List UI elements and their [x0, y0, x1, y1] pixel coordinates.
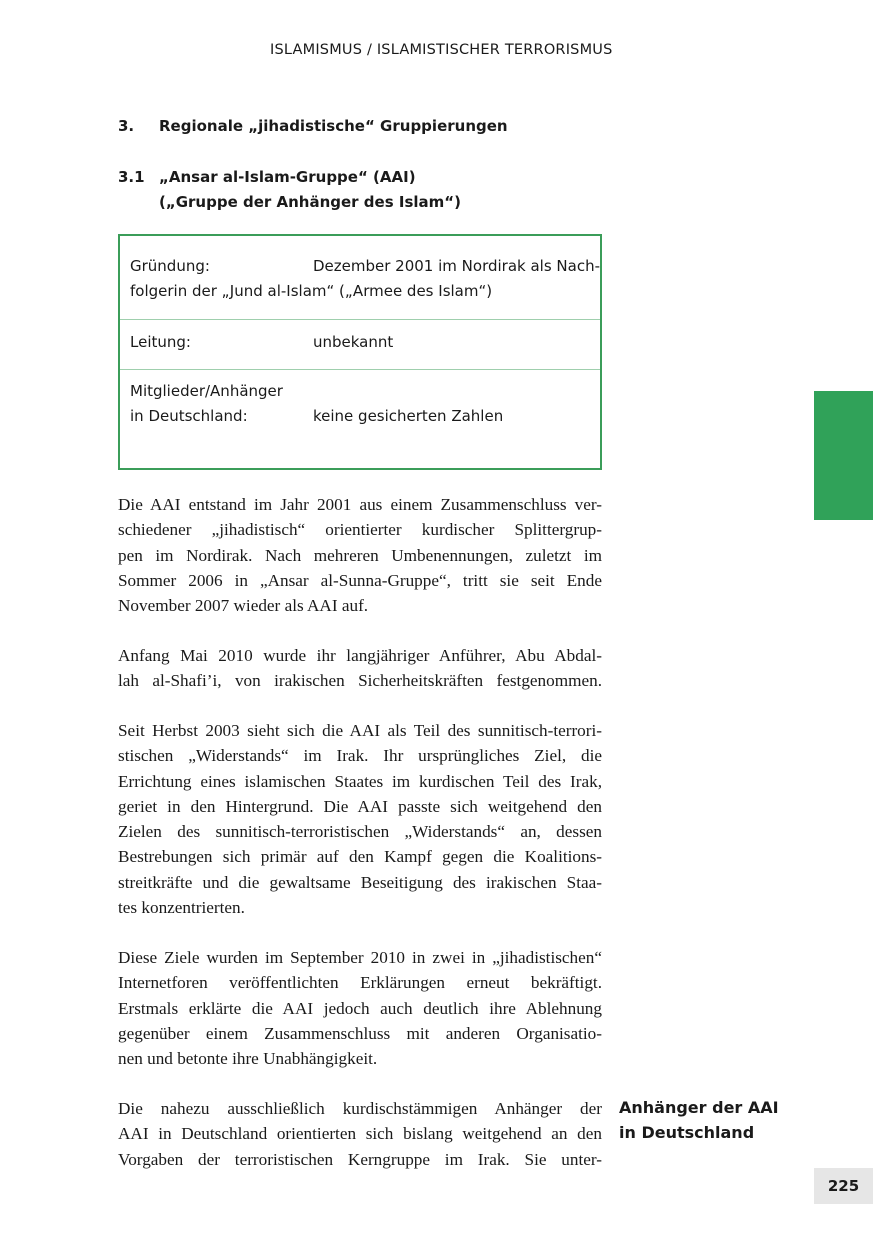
paragraph-line: AAI in Deutschland orientierten sich bislang weitgehend an den — [118, 1124, 602, 1144]
section-heading — [118, 114, 598, 139]
subsection-number: 3.1 — [118, 168, 145, 186]
paragraph-line: Die AAI entstand im Jahr 2001 aus einem Zusammenschluss ver- — [118, 495, 602, 514]
paragraph-line: Sommer 2006 in „Ansar al-Sunna-Gruppe“, tritt sie seit Ende — [118, 570, 602, 590]
paragraph-line: schiedener „jihadistisch“ orientierter kurdischer Splittergrup- — [118, 520, 602, 540]
paragraph-line: geriet in den Hintergrund. Die AAI passte sich weitgehend den — [118, 796, 602, 816]
info-row-leadership — [120, 320, 600, 370]
paragraph-line: gegenüber einem Zusammenschluss mit anderen Organisatio- — [118, 1023, 602, 1043]
paragraph-2 — [118, 643, 602, 694]
paragraph-line: Internetforen veröffentlichten Erklärungen erneut bekräftigt. — [118, 973, 602, 993]
info-row-founding — [120, 236, 600, 320]
margin-note-line2: in Deutschland — [619, 1123, 755, 1142]
chapter-tab-marker — [814, 391, 873, 520]
paragraph-1 — [118, 492, 602, 618]
members-value: keine gesicherten Zahlen — [313, 407, 504, 425]
paragraph-line: Zielen des sunnitisch-terroristischen „Widerstands“ an, dessen — [118, 822, 602, 842]
founding-label: Gründung: — [130, 257, 210, 275]
paragraph-line: lah al-Shafi’i, von irakischen Sicherheitskräften festgenommen. — [118, 671, 602, 691]
paragraph-5 — [118, 1096, 602, 1172]
paragraph-line: streitkräfte und die gewaltsame Beseitigung des irakischen Staa- — [118, 872, 602, 892]
paragraph-line: Seit Herbst 2003 sieht sich die AAI als Teil des sunnitisch-terrori- — [118, 721, 602, 740]
paragraph-line: pen im Nordirak. Nach mehreren Umbenennungen, zuletzt im — [118, 545, 602, 565]
paragraph-line: Errichtung eines islamischen Staates im kurdischen Teil des Irak, — [118, 771, 602, 791]
subsection-title-line1: „Ansar al-Islam-Gruppe“ (AAI) — [159, 168, 416, 186]
paragraph-line: November 2007 wieder als AAI auf. — [118, 596, 369, 616]
paragraph-line: Bestrebungen sich primär auf den Kampf gegen die Koalitions- — [118, 847, 602, 867]
paragraph-line: Diese Ziele wurden im September 2010 in zwei in „jihadistischen“ — [118, 948, 602, 967]
running-head: ISLAMISMUS / ISLAMISTISCHER TERRORISMUS — [270, 42, 613, 58]
page-number: 225 — [814, 1168, 873, 1204]
members-label-line1: Mitglieder/Anhänger — [130, 382, 283, 400]
paragraph-line: stischen „Widerstands“ im Irak. Ihr ursprüngliches Ziel, die — [118, 746, 602, 766]
info-box — [118, 234, 602, 470]
paragraph-line: Vorgaben der terroristischen Kerngruppe im Irak. Sie unter- — [118, 1149, 602, 1169]
paragraph-3 — [118, 718, 602, 920]
section-title: Regionale „jihadistische“ Gruppierungen — [159, 117, 508, 135]
subsection-heading — [118, 165, 598, 215]
paragraph-line: nen und betonte ihre Unabhängigkeit. — [118, 1049, 378, 1069]
margin-note-line1: Anhänger der AAI — [619, 1098, 779, 1117]
founding-value-continued: folgerin der „Jund al-Islam“ („Armee des Islam“) — [130, 282, 493, 300]
section-number: 3. — [118, 117, 135, 135]
paragraph-line: tes konzentrierten. — [118, 898, 245, 918]
paragraph-line: Anfang Mai 2010 wurde ihr langjähriger Anführer, Abu Abdal- — [118, 646, 602, 665]
paragraph-line: Die nahezu ausschließlich kurdischstämmigen Anhänger der — [118, 1099, 602, 1118]
leadership-label: Leitung: — [130, 333, 191, 351]
paragraph-4 — [118, 945, 602, 1071]
info-row-members — [120, 370, 600, 468]
members-label-line2: in Deutschland: — [130, 407, 248, 425]
founding-value: Dezember 2001 im Nordirak als Nach- — [313, 257, 600, 275]
margin-note — [619, 1095, 779, 1145]
leadership-value: unbekannt — [313, 333, 394, 351]
paragraph-line: Erstmals erklärte die AAI jedoch auch deutlich ihre Ablehnung — [118, 998, 602, 1018]
subsection-title-line2: („Gruppe der Anhänger des Islam“) — [159, 193, 461, 211]
